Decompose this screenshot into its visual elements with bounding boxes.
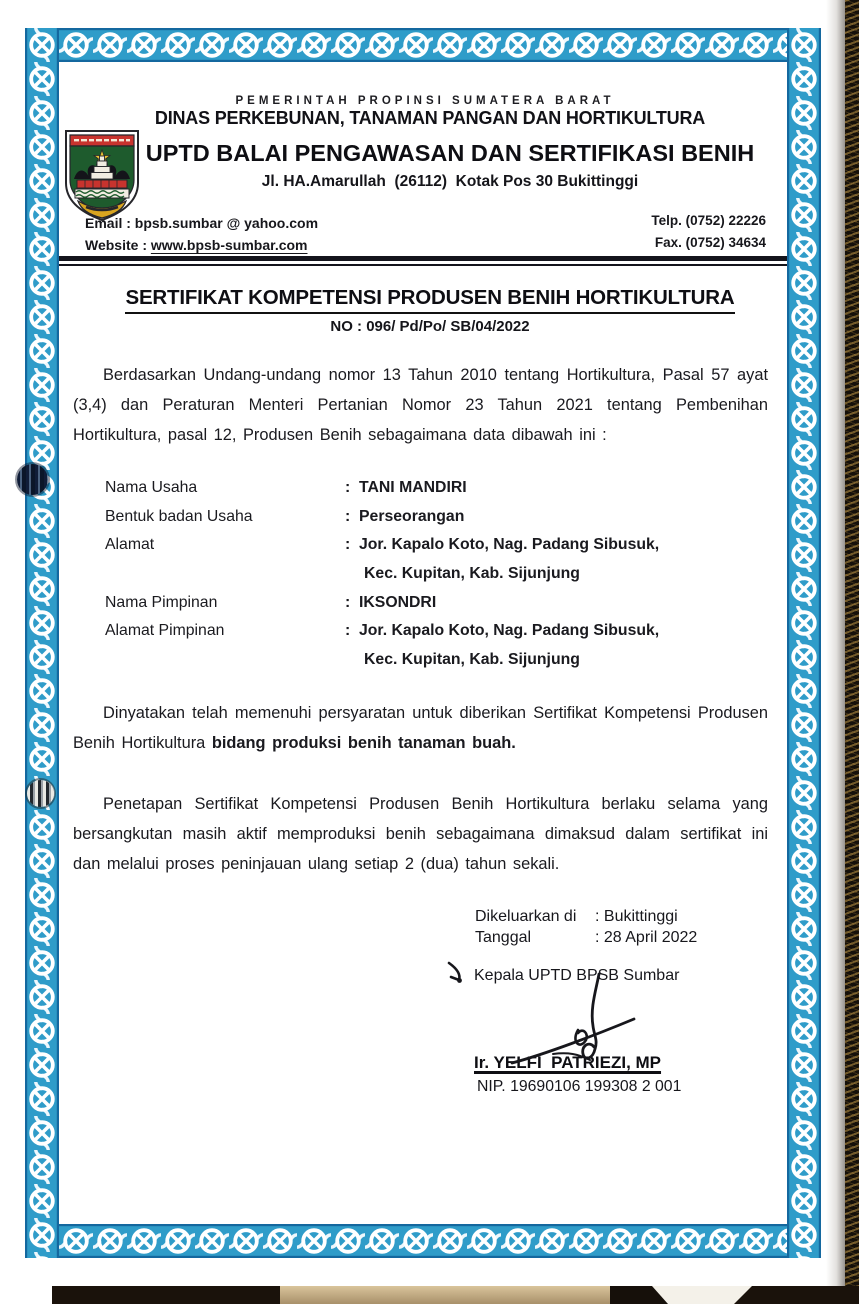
chain-border-top — [25, 28, 821, 62]
field-row-alamat-line2 — [105, 565, 705, 594]
office-name: UPTD BALAI PENGAWASAN DAN SERTIFIKASI BENIH — [145, 140, 755, 166]
field-value: IKSONDRI — [359, 593, 437, 611]
issued-place-value: : Bukittinggi — [595, 908, 678, 925]
field-value: Jor. Kapalo Koto, Nag. Padang Sibusuk, — [359, 536, 660, 554]
field-value: Kec. Kupitan, Kab. Sijunjung — [364, 565, 580, 583]
eyelet-pin-lower — [27, 780, 54, 807]
telp-text: Telp. (0752) 22226 — [651, 213, 766, 228]
issued-place-label: Dikeluarkan di — [475, 908, 577, 925]
issued-date-value: : 28 April 2022 — [595, 929, 698, 946]
issuance-block — [475, 906, 697, 948]
paragraph-legal-basis: Berdasarkan Undang-undang nomor 13 Tahun 2010 tentang Hortikultura, Pasal 57 ayat (3,4) dan Peraturan Menteri Pertanian Nomor 23 Tahun 2021 tentang Pembenihan Hortikultura, pasal 12, Produsen Benih sebagaimana data dibawah ini : — [73, 366, 768, 444]
agency-line: DINAS PERKEBUNAN, TANAMAN PANGAN DAN HORTIKULTURA — [154, 108, 706, 128]
signer-title: Kepala UPTD BPSB Sumbar — [474, 967, 680, 984]
issued-date-label: Tanggal — [475, 929, 532, 946]
field-row-nama-pimpinan: Nama Pimpinan : IKSONDRI — [105, 594, 705, 623]
pen-tick-icon — [446, 960, 468, 986]
paper-edge-shadow — [826, 0, 845, 1304]
statement-bold-scope: bidang produksi benih tanaman buah. — [211, 734, 516, 752]
field-label: Alamat — [105, 536, 155, 554]
chain-border-left — [25, 28, 59, 1258]
contact-left-block — [85, 212, 318, 256]
field-value: Kec. Kupitan, Kab. Sijunjung — [364, 651, 580, 669]
certificate-number: NO : 096/ Pd/Po/ SB/04/2022 — [330, 318, 530, 335]
signer-name: Ir. YELFI PATRIEZI, MP — [474, 1053, 662, 1072]
field-row-nama-usaha: Nama Usaha : TANI MANDIRI — [105, 479, 705, 508]
bottom-band-paper-notch — [652, 1286, 752, 1304]
field-value: Jor. Kapalo Koto, Nag. Padang Sibusuk, — [359, 622, 660, 640]
certificate-title: SERTIFIKAT KOMPETENSI PRODUSEN BENIH HORTIKULTURA — [62, 286, 798, 314]
field-row-alamat-pimpinan-line2 — [105, 651, 705, 680]
eyelet-pin-upper — [17, 464, 48, 495]
field-label: Bentuk badan Usaha — [105, 507, 253, 525]
field-value: TANI MANDIRI — [359, 479, 467, 496]
contact-right-block — [651, 210, 766, 254]
chain-border-right — [787, 28, 821, 1258]
chain-border-bottom — [25, 1224, 821, 1258]
fax-text: Fax. (0752) 34634 — [654, 235, 766, 250]
paragraph-statement: Dinyatakan telah memenuhi persyaratan untuk diberikan Sertifikat Kompetensi Produsen Benih Hortikultura bidang produksi benih tanaman buah. — [73, 704, 768, 752]
website-link: www.bpsb-sumbar.com — [150, 237, 308, 253]
field-label: Nama Usaha — [105, 479, 198, 496]
scan-background-right-edge — [845, 0, 859, 1304]
field-row-alamat: Alamat : Jor. Kapalo Koto, Nag. Padang Sibusuk, — [105, 536, 705, 565]
field-value: Perseorangan — [359, 507, 465, 525]
field-row-bentuk-badan-usaha: Bentuk badan Usaha : Perseorangan — [105, 508, 705, 537]
bottom-band-tan-segment — [280, 1286, 610, 1304]
office-address: Jl. HA.Amarullah (26112) Kotak Pos 30 Bukittinggi — [261, 173, 639, 190]
scan-background-bottom-edge — [52, 1286, 859, 1304]
website-line — [85, 234, 318, 256]
letterhead-divider-rule — [57, 256, 791, 266]
field-label: Alamat Pimpinan — [105, 622, 225, 640]
producer-data-fields — [105, 479, 705, 680]
field-row-alamat-pimpinan: Alamat Pimpinan : Jor. Kapalo Koto, Nag. Padang Sibusuk, — [105, 622, 705, 651]
field-label: Nama Pimpinan — [105, 593, 218, 611]
signature-scribble — [498, 970, 648, 1070]
email-text: Email : bpsb.sumbar @ yahoo.com — [85, 215, 319, 231]
paragraph-validity: Penetapan Sertifikat Kompetensi Produsen Benih Hortikultura berlaku selama yang bersangkutan masih aktif memproduksi benih sebagaimana dimaksud dalam sertifikat ini dan melalui proses peninjauan ulang setiap 2 (dua) tahun sekali. — [73, 795, 768, 873]
government-line: PEMERINTAH PROPINSI SUMATERA BARAT — [235, 95, 615, 107]
website-label: Website : — [85, 237, 151, 253]
signer-nip: NIP. 19690106 199308 2 001 — [477, 1078, 682, 1095]
